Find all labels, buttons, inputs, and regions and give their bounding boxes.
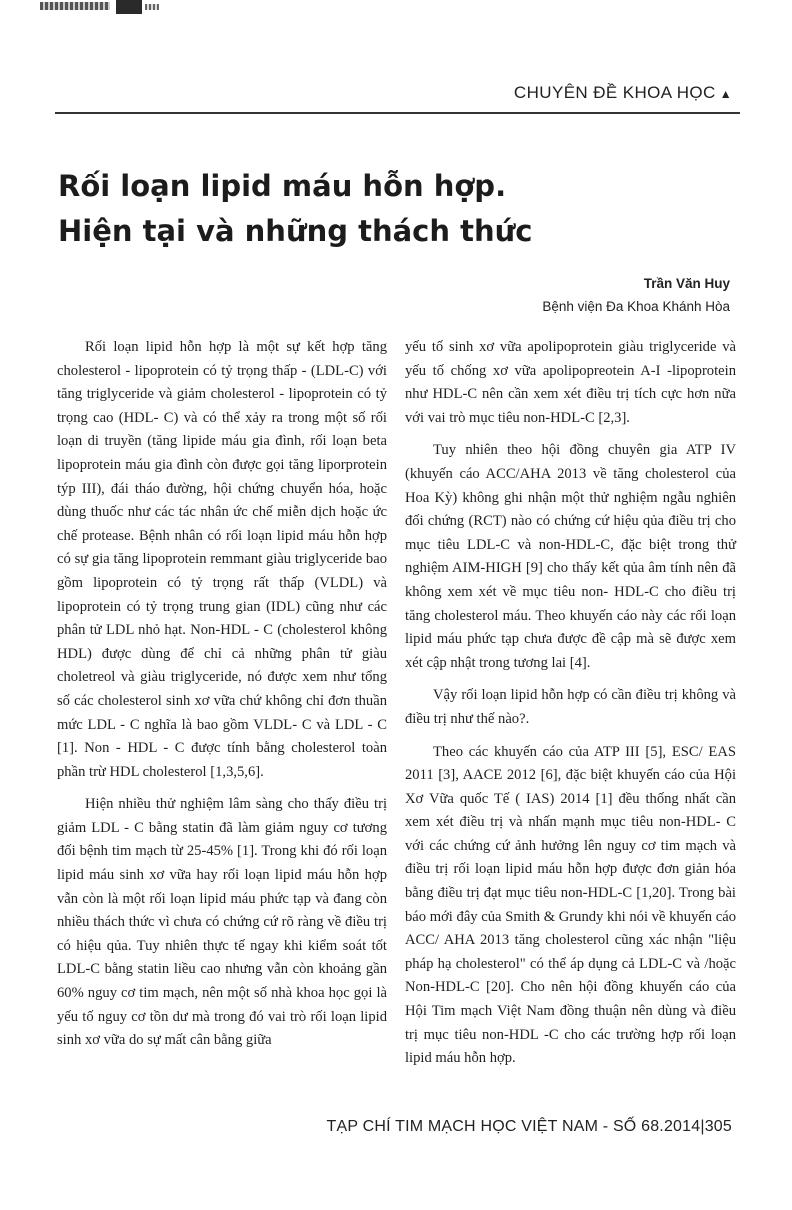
page-footer (327, 1118, 732, 1136)
body-paragraph: Hiện nhiều thử nghiệm lâm sàng cho thấy điều trị giảm LDL - C bằng statin đã làm giảm nguy cơ tương đối bệnh tim mạch từ 25-45% [1]. Trong khi đó rối loạn lipid máu sinh xơ vữa hay rối loạn lipid máu hỗn hợp vẫn còn là một rối loạn lipid máu phức tạp và đang còn nhiều thách thức vì chưa có chứng cứ rõ ràng về điều trị có hiệu qủa. Tuy nhiên thực tế ngay khi kiểm soát tốt LDL-C bằng statin liều cao nhưng vẫn còn khoảng gần 60% nguy cơ tim mạch, nên một số nhà khoa học gọi là yếu tố nguy cơ tồn dư mà trong đó vai trò rối loạn lipid sinh xơ vữa do sự mất cân bằng giữa (57, 796, 387, 1049)
article-title (58, 164, 738, 254)
section-header (514, 83, 732, 103)
author-name: Trần Văn Huy (643, 276, 730, 291)
title-line-2: Hiện tại và những thách thức (58, 214, 533, 248)
page-number: 305 (704, 1118, 732, 1135)
triangle-marker-icon: ▲ (719, 87, 732, 101)
body-paragraph: Tuy nhiên theo hội đồng chuyên gia ATP IV (khuyến cáo ACC/AHA 2013 về tăng cholesterol của Hoa Kỳ) không ghi nhận một thử nghiệm ngẫu nghiên đối chứng (RCT) nào có chứng cứ hiệu qủa điều trị cho mục tiêu LDL-C và non-HDL-C, đặc biệt trong thử nghiệm AIM-HIGH [9] cho thấy kết qủa âm tính nên đã không xem xét về mục tiêu non- HDL-C cho điều trị tăng cholesterol máu. Theo khuyến cáo này các rối loạn lipid máu phức tạp chưa được đề cập mà sẽ được xem xét cập nhật trong tương lai [4]. (405, 442, 736, 671)
body-paragraph: Rối loạn lipid hỗn hợp là một sự kết hợp tăng cholesterol - lipoprotein có tỷ trọng thấp - (LDL-C) với tăng triglyceride và giảm cholesterol - lipoprotein có tỷ trọng cao (HDL- C) và có thể xảy ra trong một số rối loạn di truyền (tăng lipide máu gia đình, rối loạn beta lipoprotein máu gia đình còn được gọi tăng liporprotein týp III), đái tháo đường, hội chứng chuyển hóa, hoặc dùng thuốc như các tác nhân ức chế miễn dịch hoặc ức chế protease. Bệnh nhân có rối loạn lipid máu hỗn hợp có sự gia tăng lipoprotein remmant giàu triglyceride bao gồm lipoprotein có tỷ trọng rất thấp (VLDL) và lipoprotein có tỷ trọng trung gian (IDL) cũng như các phân tử LDL nhỏ hạt. Non-HDL - C (cholesterol không HDL) được dùng để chỉ cả những phân tử giàu choletreol và giàu triglyceride, nó được xem như tổng số các cholesterol sinh xơ vữa chứ không chỉ đơn thuần mức LDL - C nghĩa là bao gồm VLDL- C và LDL - C [1]. Non - HDL - C được tính bằng cholesterol toàn phần trừ HDL cholesterol [1,3,5,6]. (57, 339, 387, 780)
author-affiliation: Bệnh viện Đa Khoa Khánh Hòa (542, 299, 730, 314)
body-paragraph: Vậy rối loạn lipid hỗn hợp có cần điều trị không và điều trị như thế nào?. (405, 687, 736, 727)
scan-artifact (40, 0, 160, 14)
header-divider (55, 112, 740, 114)
body-paragraph-continued: yếu tố sinh xơ vữa apolipoprotein giàu triglyceride và yếu tố chống xơ vữa apolipopreotein A-I -lipoprotein như HDL-C nên cần xem xét điều trị tích cực hơn nữa với vai trò mục tiêu non-HDL-C [2,3]. (405, 339, 736, 426)
journal-name: TẠP CHÍ TIM MẠCH HỌC VIỆT NAM - SỐ 68.2014 (326, 1118, 701, 1135)
left-column (57, 336, 387, 1053)
body-paragraph: Theo các khuyến cáo của ATP III [5], ESC/ EAS 2011 [3], AACE 2012 [6], đặc biệt khuyến cáo của Hội Xơ Vữa quốc Tế ( IAS) 2014 [1] đều thống nhất cần xem xét điều trị và nhấn mạnh mục tiêu non-HDL- C với các chứng cứ ảnh hưởng lên nguy cơ tim mạch và điều trị rối loạn lipid máu hỗn hợp được đơn giản hóa bằng điều trị đạt mục tiêu non-HDL-C [1,20]. Trong bài báo mới đây của Smith & Grundy khi nói về khuyến cáo ACC/ AHA 2013 tăng cholesterol cũng xác nhận "liệu pháp hạ cholesterol" có thể áp dụng cả LDL-C và /hoặc Non-HDL-C [20]. Cho nên hội đồng khuyến cáo của Hội Tim mạch Việt Nam đồng thuận nên dùng và điều trị mục tiêu non-HDL -C cho các trường hợp rối loạn lipid máu hỗn hợp. (405, 743, 736, 1067)
right-column (405, 336, 736, 1071)
title-line-1: Rối loạn lipid máu hỗn hợp. (58, 169, 507, 203)
footer-separator: | (700, 1118, 705, 1135)
section-label: CHUYÊN ĐỀ KHOA HỌC (513, 83, 716, 102)
